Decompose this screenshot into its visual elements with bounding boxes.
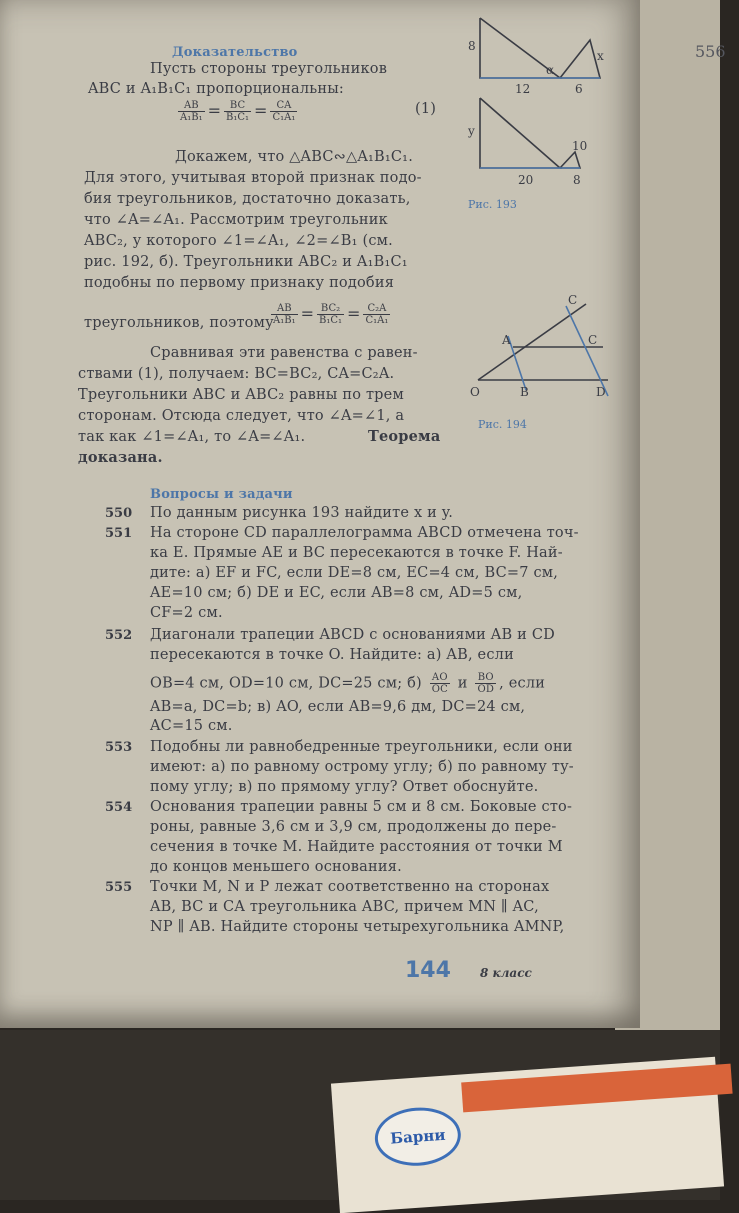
- eq1-num-2: BC: [224, 100, 251, 112]
- eq1-den-3: C₁A₁: [272, 112, 296, 123]
- frac-bo-den: OD: [477, 684, 495, 695]
- fig193-label-6: 6: [575, 82, 583, 96]
- question-554-line-3: сечения в точке M. Найдите расстояния от точки M: [150, 839, 563, 855]
- barni-logo: Барни: [373, 1105, 463, 1169]
- fig194-label-a: A: [502, 333, 511, 347]
- proof-body2-line-3: Треугольники ABC и ABC₂ равны по трем: [78, 387, 404, 403]
- page-number: 144: [405, 958, 451, 983]
- fig194-line-ab: [508, 336, 526, 390]
- fig193-top-right-triangle: [560, 40, 600, 78]
- fig194-label-c-top: C: [568, 293, 578, 307]
- eq1-den-2: B₁C₁: [226, 112, 250, 123]
- proof-body-line-3: бия треугольников, достаточно доказать,: [84, 191, 411, 207]
- figure-194: [468, 292, 618, 410]
- eq2-den-1: A₁B₁: [273, 315, 296, 326]
- fig193-label-12: 12: [515, 82, 531, 96]
- fig194-label-o: O: [470, 385, 480, 399]
- fig193-label-20: 20: [518, 173, 534, 187]
- barni-sticker: [331, 1057, 724, 1213]
- equation-2: $\frac{AB}{\text{A₁B₁}}$ = $\frac{\text{BC₂}}{\text{B₁C₁}}$ = $\frac{\text{C₂A}}{\text{C₁A₁}}$: [273, 303, 389, 326]
- question-551-number: 551: [105, 526, 133, 541]
- question-554-line-1: Основания трапеции равны 5 см и 8 см. Боковые сто-: [150, 799, 573, 815]
- question-553-number: 553: [105, 740, 133, 755]
- question-555-line-2: AB, BC и CA треугольника ABC, причем MN ∥ AC,: [150, 899, 539, 915]
- proof-line-2: ABC и A₁B₁C₁ пропорциональны:: [88, 81, 345, 97]
- question-555-line-3: NP ∥ AB. Найдите стороны четырехугольника AMNP,: [150, 919, 565, 935]
- eq2-num-1: AB: [271, 303, 298, 315]
- fig193-label-alpha: α: [546, 63, 555, 77]
- question-553-line-1: Подобны ли равнобедренные треугольники, если они: [150, 739, 573, 755]
- question-551-line-2: ка E. Прямые AE и BC пересекаются в точке F. Най-: [150, 545, 563, 561]
- theorem-end: Теорема: [368, 428, 441, 445]
- fig194-label-c: C: [588, 333, 598, 347]
- question-552-line-3-prefix: OB=4 см, OD=10 см, DC=25 см; б): [150, 675, 422, 692]
- eq2-den-2: B₁C₁: [319, 315, 343, 326]
- question-555-line-1: Точки M, N и P лежат соответственно на сторонах: [150, 879, 550, 895]
- question-554-line-4: до концов меньшего основания.: [150, 859, 402, 875]
- proof-body-line-2: Для этого, учитывая второй признак подо-: [84, 170, 422, 186]
- equation-1-label: (1): [415, 101, 437, 117]
- question-552-line-4: AB=a, DC=b; в) AO, если AB=9,6 дм, DC=24 см,: [150, 699, 526, 715]
- question-551-line-3: дите: а) EF и FC, если DE=8 см, EC=4 см, BC=7 см,: [150, 565, 559, 581]
- question-550-line-1: По данным рисунка 193 найдите x и y.: [150, 505, 454, 521]
- proof-body-line-7: подобны по первому признаку подобия: [84, 275, 395, 291]
- section-title: Вопросы и задачи: [150, 487, 293, 502]
- frac-bo-num: BO: [475, 672, 496, 684]
- proof-body-line-5: ABC₂, у которого ∠1=∠A₁, ∠2=∠B₁ (см.: [84, 233, 393, 249]
- eq1-den-1: A₁B₁: [180, 112, 203, 123]
- figure-193-caption: Рис. 193: [468, 198, 517, 211]
- question-552-and: и: [457, 675, 468, 692]
- neighbor-page-number: 556: [695, 42, 726, 61]
- proof-heading: Доказательство: [172, 45, 298, 60]
- question-552-line-1: Диагонали трапеции ABCD с основаниями AB и CD: [150, 627, 555, 643]
- fig193-label-8: 8: [468, 39, 476, 53]
- question-552-number: 552: [105, 628, 133, 643]
- question-552-line-5: AC=15 см.: [150, 718, 233, 734]
- question-550-number: 550: [105, 506, 133, 521]
- proof-line-1: Пусть стороны треугольников: [150, 61, 388, 77]
- sticker-band: [461, 1064, 732, 1113]
- proof-eq2-prefix: треугольников, поэтому: [84, 315, 274, 331]
- question-552-line-3: [150, 672, 545, 695]
- proof-body-line-4: что ∠A=∠A₁. Рассмотрим треугольник: [84, 212, 388, 228]
- question-553-line-3: пому углу; в) по прямому углу? Ответ обоснуйте.: [150, 779, 539, 795]
- equation-1: $\frac{AB}{\text{A₁B₁}}$ = $\frac{BC}{\text{B₁C₁}}$ = $\frac{CA}{\text{C₁A₁}}$: [180, 100, 296, 123]
- theorem-end-2: доказана.: [78, 449, 163, 466]
- eq2-num-2: BC₂: [317, 303, 344, 315]
- fig193-bottom-left-triangle: [480, 98, 560, 168]
- figure-194-caption: Рис. 194: [478, 418, 527, 431]
- question-553-line-2: имеют: а) по равному острому углу; б) по равному ту-: [150, 759, 574, 775]
- eq1-num-3: CA: [270, 100, 297, 112]
- proof-body2-line-1: Сравнивая эти равенства с равен-: [150, 345, 418, 361]
- fig194-line-cd: [566, 306, 608, 396]
- question-554-number: 554: [105, 800, 133, 815]
- fig193-label-8b: 8: [573, 173, 581, 187]
- fig194-label-b: B: [520, 385, 529, 399]
- grade-label: 8 класс: [480, 966, 532, 980]
- fig193-bottom-right-triangle: [560, 152, 580, 168]
- fig194-label-d: D: [596, 385, 606, 399]
- eq1-num-1: AB: [178, 100, 205, 112]
- question-554-line-2: роны, равные 3,6 см и 3,9 см, продолжены до пере-: [150, 819, 557, 835]
- question-552-line-3-suffix: , если: [499, 675, 546, 692]
- proof-body-line-6: рис. 192, б). Треугольники ABC₂ и A₁B₁C₁: [84, 254, 408, 270]
- proof-body2-line-4: сторонам. Отсюда следует, что ∠A=∠1, а: [78, 408, 405, 424]
- frac-ao-den: OC: [431, 684, 448, 695]
- fig193-label-x: x: [597, 49, 604, 63]
- question-552-line-2: пересекаются в точке O. Найдите: а) AB, если: [150, 647, 514, 663]
- question-551-line-5: CF=2 см.: [150, 605, 223, 621]
- question-551-line-1: На стороне CD параллелограмма ABCD отмечена точ-: [150, 525, 579, 541]
- question-551-line-4: AE=10 см; б) DE и EC, если AB=8 см, AD=5 см,: [150, 585, 523, 601]
- question-555-number: 555: [105, 880, 133, 895]
- fig193-label-y: y: [468, 124, 475, 138]
- proof-body2-line-5: так как ∠1=∠A₁, то ∠A=∠A₁.: [78, 429, 306, 445]
- eq2-den-3: C₁A₁: [365, 315, 389, 326]
- frac-ao-num: AO: [430, 672, 450, 684]
- eq2-num-3: C₂A: [363, 303, 390, 315]
- figure-193: [460, 10, 610, 195]
- proof-body-line-1: Докажем, что △ABC∾△A₁B₁C₁.: [175, 149, 413, 165]
- proof-body2-line-2: ствами (1), получаем: BC=BC₂, CA=C₂A.: [78, 366, 395, 382]
- fig193-label-10: 10: [572, 139, 588, 153]
